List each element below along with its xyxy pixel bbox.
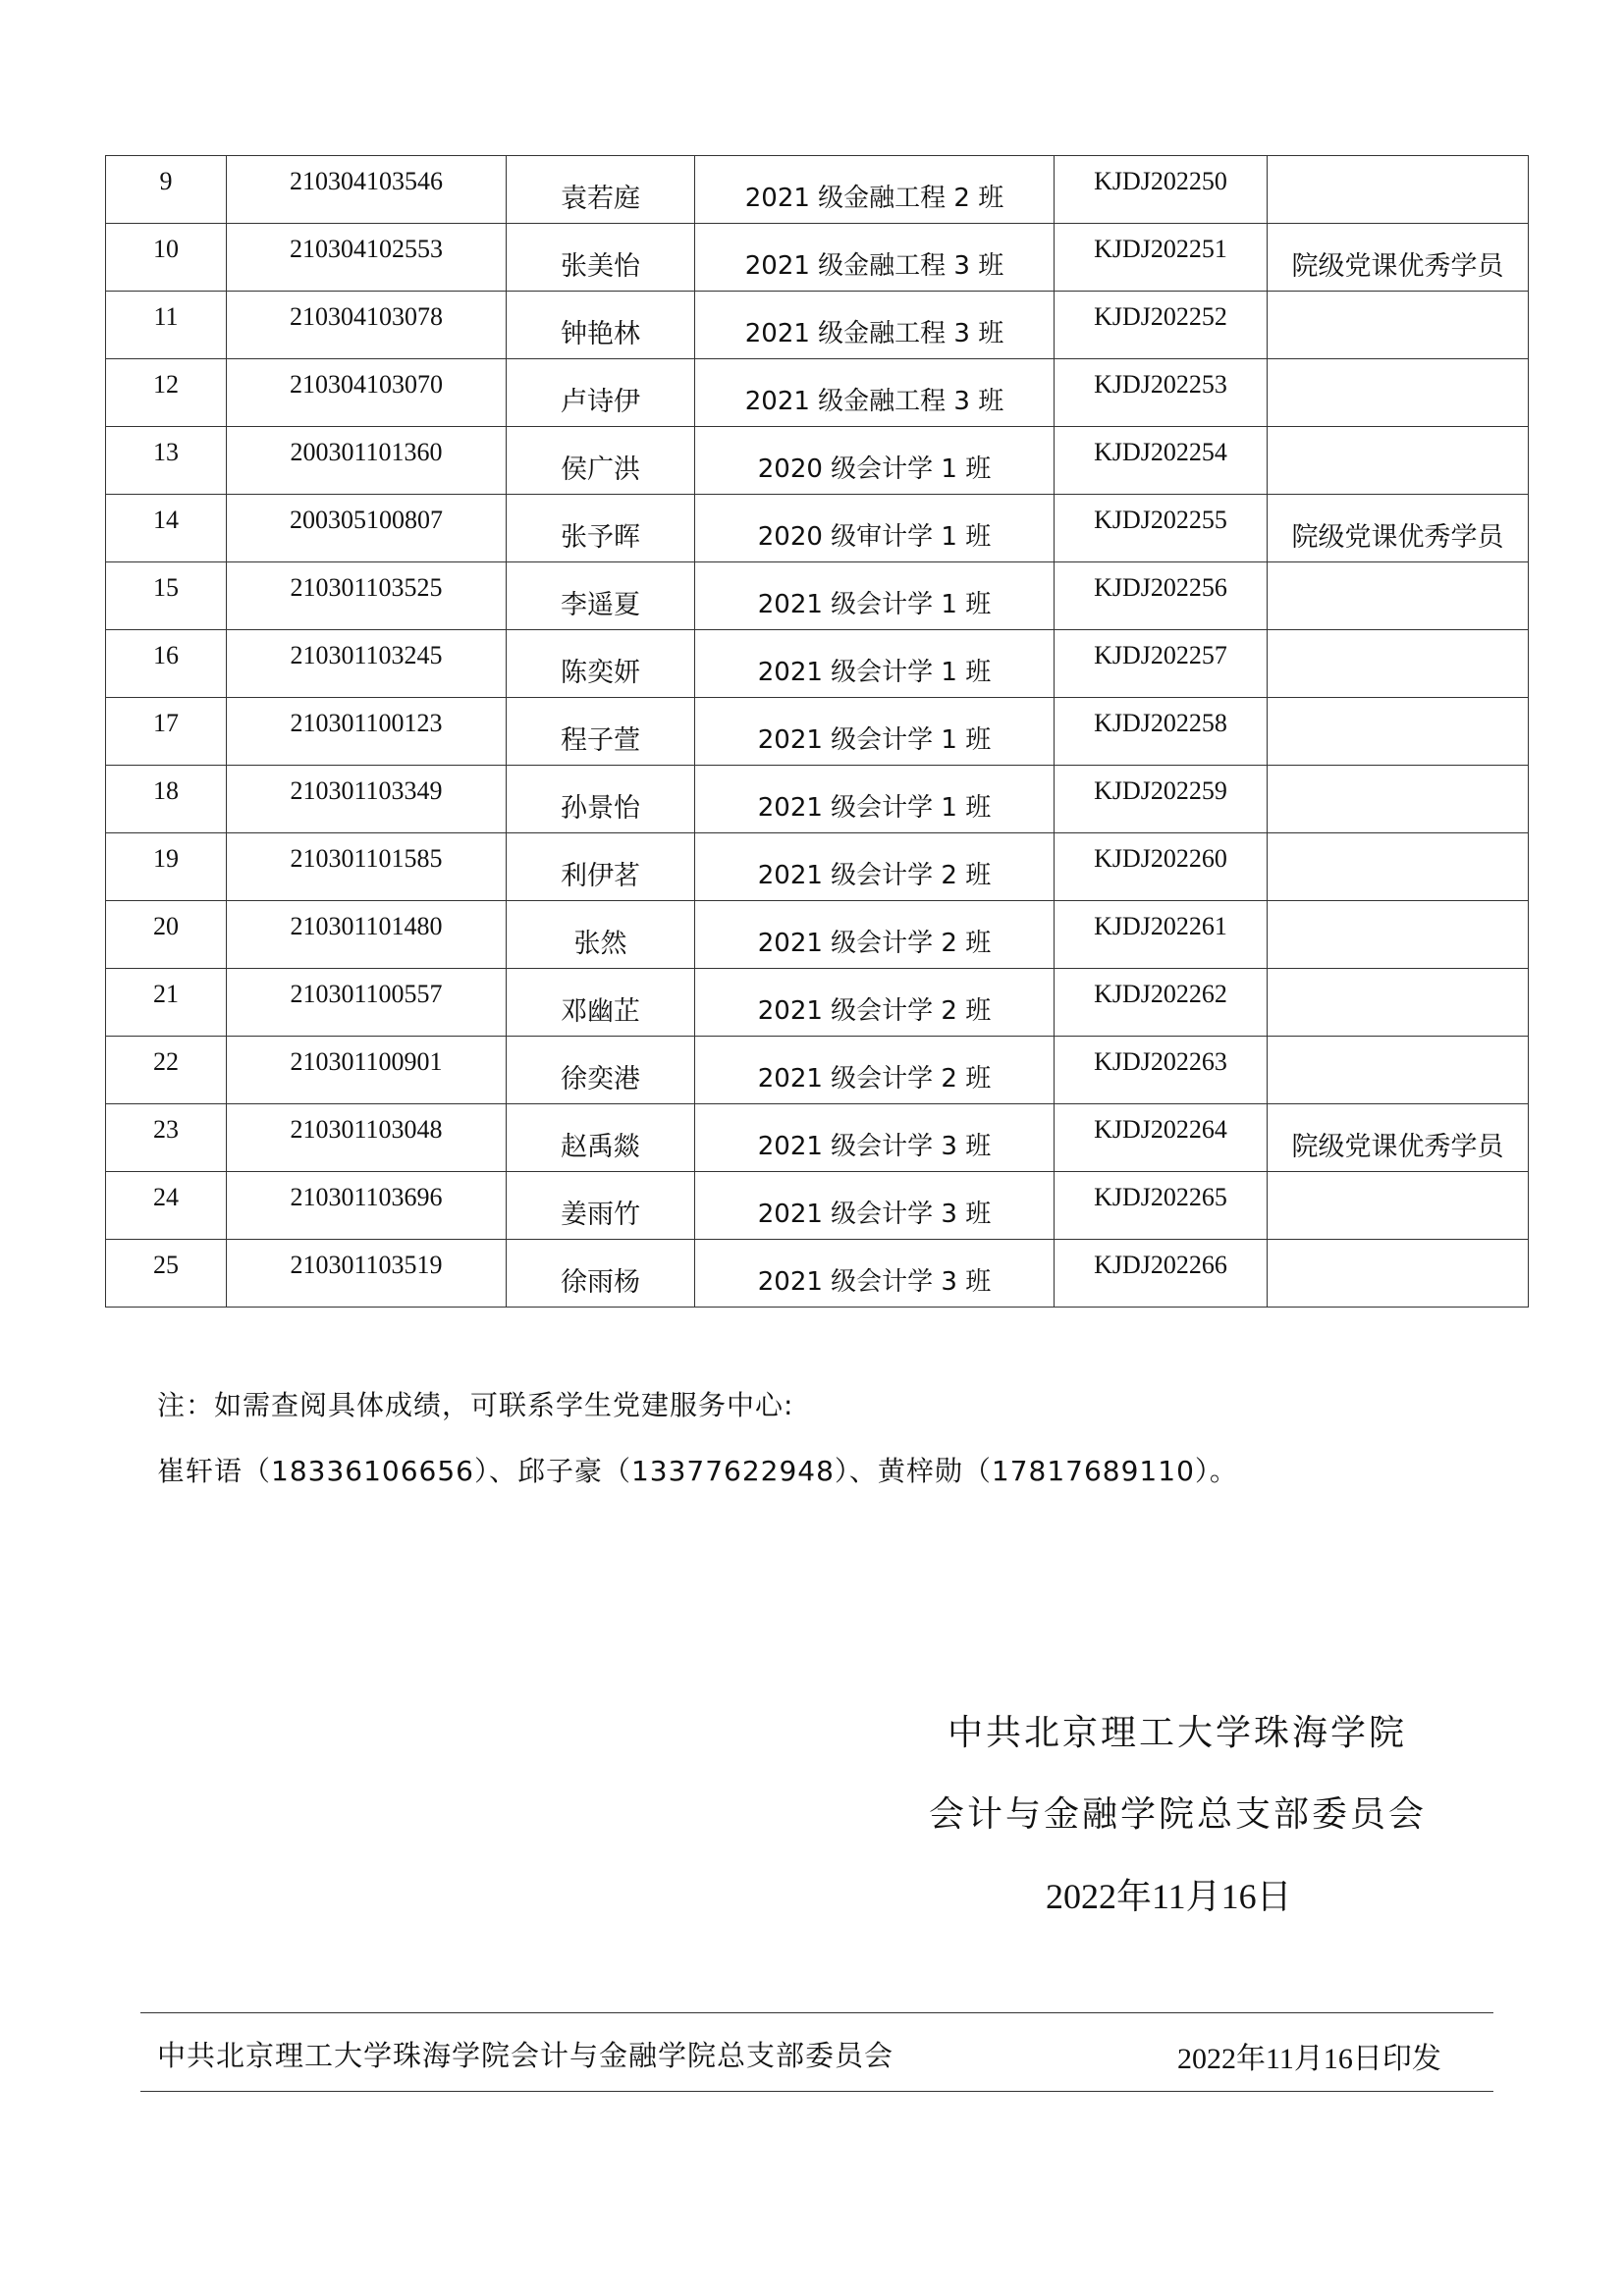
student-name: 袁若庭	[561, 183, 640, 214]
table-row	[106, 156, 1529, 224]
student-id: 210304103078	[290, 302, 443, 331]
student-id-cell	[227, 427, 507, 495]
certificate-number: KJDJ202263	[1094, 1047, 1227, 1076]
table-row	[106, 292, 1529, 359]
certificate-number-cell	[1055, 292, 1268, 359]
class-name-cell	[695, 562, 1055, 630]
student-name: 孙景怡	[561, 792, 640, 824]
row-number-cell	[106, 698, 227, 766]
certificate-number-cell	[1055, 156, 1268, 224]
certificate-number: KJDJ202264	[1094, 1115, 1227, 1144]
row-number-cell	[106, 969, 227, 1037]
remark-cell	[1268, 630, 1529, 698]
remark-cell	[1268, 495, 1529, 562]
row-number-cell	[106, 359, 227, 427]
remark-cell	[1268, 359, 1529, 427]
student-name: 徐雨杨	[561, 1266, 640, 1298]
certificate-number: KJDJ202260	[1094, 844, 1227, 873]
row-number: 22	[153, 1047, 179, 1076]
table-row	[106, 698, 1529, 766]
student-id: 210301100901	[290, 1047, 443, 1076]
student-name: 徐奕港	[561, 1063, 640, 1095]
row-number: 16	[153, 641, 179, 669]
class-name-cell	[695, 495, 1055, 562]
signature-org-line-1: 中共北京理工大学珠海学院	[947, 1713, 1408, 1753]
student-id: 210301103519	[290, 1251, 443, 1279]
student-id: 210304102553	[290, 235, 443, 263]
certificate-number: KJDJ202265	[1094, 1183, 1227, 1211]
table-row	[106, 1104, 1529, 1172]
remark-cell	[1268, 427, 1529, 495]
table-row	[106, 766, 1529, 833]
student-name-cell	[507, 1172, 695, 1240]
row-number: 9	[159, 167, 173, 195]
certificate-number: KJDJ202252	[1094, 302, 1227, 331]
student-id: 200301101360	[290, 438, 443, 466]
remark-cell	[1268, 1172, 1529, 1240]
certificate-number: KJDJ202251	[1094, 235, 1227, 263]
remark-cell	[1268, 1104, 1529, 1172]
certificate-number-cell	[1055, 495, 1268, 562]
student-id: 210301103048	[290, 1115, 443, 1144]
certificate-number-cell	[1055, 1037, 1268, 1104]
certificate-number-cell	[1055, 766, 1268, 833]
student-id: 210301103245	[290, 641, 443, 669]
class-name: 2021 级会计学 3 班	[757, 1199, 992, 1229]
remark-cell	[1268, 1240, 1529, 1308]
remark: 院级党课优秀学员	[1291, 521, 1504, 553]
row-number: 23	[153, 1115, 179, 1144]
student-id-cell	[227, 630, 507, 698]
student-name-cell	[507, 1104, 695, 1172]
class-name: 2021 级会计学 2 班	[757, 928, 992, 958]
row-number-cell	[106, 495, 227, 562]
table-row	[106, 901, 1529, 969]
row-number: 24	[153, 1183, 179, 1211]
row-number: 15	[153, 573, 179, 602]
remark-cell	[1268, 156, 1529, 224]
print-rule-bottom	[140, 2091, 1493, 2092]
student-name-cell	[507, 969, 695, 1037]
class-name-cell	[695, 1172, 1055, 1240]
row-number-cell	[106, 224, 227, 292]
class-name-cell	[695, 292, 1055, 359]
remark: 院级党课优秀学员	[1291, 1131, 1504, 1162]
certificate-number-cell	[1055, 1104, 1268, 1172]
certificate-number: KJDJ202255	[1094, 506, 1227, 534]
certificate-number: KJDJ202261	[1094, 912, 1227, 940]
student-name: 陈奕妍	[561, 657, 640, 688]
class-name: 2021 级金融工程 2 班	[744, 183, 1004, 213]
student-id-cell	[227, 562, 507, 630]
row-number: 10	[153, 235, 179, 263]
student-name-cell	[507, 562, 695, 630]
student-id-cell	[227, 698, 507, 766]
class-name: 2020 级会计学 1 班	[757, 454, 992, 484]
student-id-cell	[227, 359, 507, 427]
student-id: 210301101585	[290, 844, 443, 873]
row-number: 18	[153, 776, 179, 805]
class-name-cell	[695, 359, 1055, 427]
row-number: 25	[153, 1251, 179, 1279]
row-number-cell	[106, 1104, 227, 1172]
student-name-cell	[507, 901, 695, 969]
class-name-cell	[695, 1104, 1055, 1172]
print-issue-date: 2022年11月16日印发	[1177, 2043, 1441, 2075]
student-id: 210304103070	[290, 370, 443, 399]
student-id: 210301101480	[290, 912, 443, 940]
row-number-cell	[106, 630, 227, 698]
certificate-number-cell	[1055, 969, 1268, 1037]
certificate-number: KJDJ202253	[1094, 370, 1227, 399]
student-name-cell	[507, 224, 695, 292]
student-id-cell	[227, 292, 507, 359]
student-name-cell	[507, 359, 695, 427]
row-number: 17	[153, 709, 179, 737]
student-name-cell	[507, 698, 695, 766]
certificate-number-cell	[1055, 630, 1268, 698]
row-number: 19	[153, 844, 179, 873]
row-number-cell	[106, 833, 227, 901]
class-name-cell	[695, 1240, 1055, 1308]
student-name-cell	[507, 766, 695, 833]
class-name: 2021 级会计学 3 班	[757, 1131, 992, 1161]
table-row	[106, 427, 1529, 495]
signature-date: 2022年11月16日	[1046, 1877, 1292, 1916]
remark: 院级党课优秀学员	[1291, 250, 1504, 282]
class-name-cell	[695, 969, 1055, 1037]
row-number-cell	[106, 427, 227, 495]
student-name-cell	[507, 156, 695, 224]
student-id-cell	[227, 495, 507, 562]
certificate-number: KJDJ202256	[1094, 573, 1227, 602]
certificate-number-cell	[1055, 359, 1268, 427]
certificate-number-cell	[1055, 562, 1268, 630]
remark-cell	[1268, 698, 1529, 766]
class-name: 2021 级会计学 2 班	[757, 1063, 992, 1094]
row-number-cell	[106, 1240, 227, 1308]
student-id-cell	[227, 1172, 507, 1240]
row-number: 20	[153, 912, 179, 940]
class-name-cell	[695, 901, 1055, 969]
class-name: 2020 级审计学 1 班	[757, 521, 992, 552]
class-name-cell	[695, 224, 1055, 292]
class-name-cell	[695, 427, 1055, 495]
certificate-number-cell	[1055, 224, 1268, 292]
remark-cell	[1268, 833, 1529, 901]
student-id-cell	[227, 766, 507, 833]
student-id-cell	[227, 969, 507, 1037]
student-name: 侯广洪	[561, 454, 640, 485]
footnote-line-1: 注：如需查阅具体成绩，可联系学生党建服务中心:	[157, 1389, 794, 1421]
class-name-cell	[695, 630, 1055, 698]
table-row	[106, 359, 1529, 427]
row-number: 13	[153, 438, 179, 466]
student-id: 210301103696	[290, 1183, 443, 1211]
table-row	[106, 1240, 1529, 1308]
class-name: 2021 级会计学 2 班	[757, 860, 992, 890]
certificate-number-cell	[1055, 427, 1268, 495]
remark-cell	[1268, 562, 1529, 630]
student-id: 210301100557	[290, 980, 443, 1008]
row-number-cell	[106, 156, 227, 224]
certificate-number-cell	[1055, 901, 1268, 969]
row-number: 12	[153, 370, 179, 399]
student-name: 张然	[573, 928, 627, 959]
table-row	[106, 562, 1529, 630]
class-name-cell	[695, 156, 1055, 224]
table-row	[106, 630, 1529, 698]
row-number: 11	[153, 302, 179, 331]
student-name: 张予晖	[561, 521, 640, 553]
class-name: 2021 级会计学 3 班	[757, 1266, 992, 1297]
student-name: 姜雨竹	[561, 1199, 640, 1230]
certificate-number: KJDJ202266	[1094, 1251, 1227, 1279]
remark-cell	[1268, 292, 1529, 359]
student-id-cell	[227, 156, 507, 224]
remark-cell	[1268, 901, 1529, 969]
student-id: 210301103525	[290, 573, 443, 602]
student-name: 程子萱	[561, 724, 640, 756]
row-number: 14	[153, 506, 179, 534]
student-name-cell	[507, 833, 695, 901]
student-id-cell	[227, 1037, 507, 1104]
student-name: 卢诗伊	[561, 386, 640, 417]
student-name: 李遥夏	[561, 589, 640, 620]
student-id-cell	[227, 901, 507, 969]
class-name: 2021 级会计学 1 班	[757, 589, 992, 619]
row-number: 21	[153, 980, 179, 1008]
student-id: 210304103546	[290, 167, 443, 195]
student-id: 200305100807	[290, 506, 443, 534]
class-name-cell	[695, 1037, 1055, 1104]
certificate-number: KJDJ202257	[1094, 641, 1227, 669]
class-name-cell	[695, 766, 1055, 833]
remark-cell	[1268, 224, 1529, 292]
table-row	[106, 833, 1529, 901]
class-name: 2021 级会计学 1 班	[757, 792, 992, 823]
table-row	[106, 1037, 1529, 1104]
student-id-cell	[227, 1104, 507, 1172]
roster-body	[106, 156, 1529, 1308]
certificate-number-cell	[1055, 698, 1268, 766]
certificate-number-cell	[1055, 833, 1268, 901]
student-name-cell	[507, 630, 695, 698]
class-name: 2021 级会计学 1 班	[757, 724, 992, 755]
student-name: 利伊茗	[561, 860, 640, 891]
class-name-cell	[695, 833, 1055, 901]
row-number-cell	[106, 292, 227, 359]
certificate-number-cell	[1055, 1240, 1268, 1308]
student-id-cell	[227, 1240, 507, 1308]
class-name: 2021 级金融工程 3 班	[744, 386, 1004, 416]
student-name-cell	[507, 292, 695, 359]
row-number-cell	[106, 1172, 227, 1240]
row-number-cell	[106, 901, 227, 969]
footnote-line-2: 崔轩语（18336106656）、邱子豪（13377622948）、黄梓勋（17817689110）。	[157, 1455, 1238, 1487]
student-id: 210301103349	[290, 776, 443, 805]
row-number-cell	[106, 766, 227, 833]
student-name: 赵禹燚	[561, 1131, 640, 1162]
class-name: 2021 级会计学 2 班	[757, 995, 992, 1026]
student-name-cell	[507, 1037, 695, 1104]
row-number-cell	[106, 1037, 227, 1104]
remark-cell	[1268, 969, 1529, 1037]
class-name-cell	[695, 698, 1055, 766]
certificate-number: KJDJ202254	[1094, 438, 1227, 466]
student-name: 张美怡	[561, 250, 640, 282]
class-name: 2021 级金融工程 3 班	[744, 318, 1004, 348]
row-number-cell	[106, 562, 227, 630]
remark-cell	[1268, 1037, 1529, 1104]
class-name: 2021 级会计学 1 班	[757, 657, 992, 687]
print-issuer: 中共北京理工大学珠海学院会计与金融学院总支部委员会	[157, 2039, 894, 2072]
print-rule-top	[140, 2012, 1493, 2013]
student-name-cell	[507, 495, 695, 562]
student-roster-table	[105, 155, 1529, 1308]
certificate-number: KJDJ202258	[1094, 709, 1227, 737]
student-name-cell	[507, 1240, 695, 1308]
student-id: 210301100123	[290, 709, 443, 737]
certificate-number-cell	[1055, 1172, 1268, 1240]
class-name: 2021 级金融工程 3 班	[744, 250, 1004, 281]
certificate-number: KJDJ202250	[1094, 167, 1227, 195]
table-row	[106, 224, 1529, 292]
signature-org-line-2: 会计与金融学院总支部委员会	[929, 1794, 1428, 1835]
certificate-number: KJDJ202259	[1094, 776, 1227, 805]
table-row	[106, 1172, 1529, 1240]
certificate-number: KJDJ202262	[1094, 980, 1227, 1008]
table-row	[106, 495, 1529, 562]
remark-cell	[1268, 766, 1529, 833]
student-name: 钟艳林	[561, 318, 640, 349]
student-id-cell	[227, 833, 507, 901]
student-id-cell	[227, 224, 507, 292]
student-name-cell	[507, 427, 695, 495]
table-row	[106, 969, 1529, 1037]
student-name: 邓幽芷	[561, 995, 640, 1027]
